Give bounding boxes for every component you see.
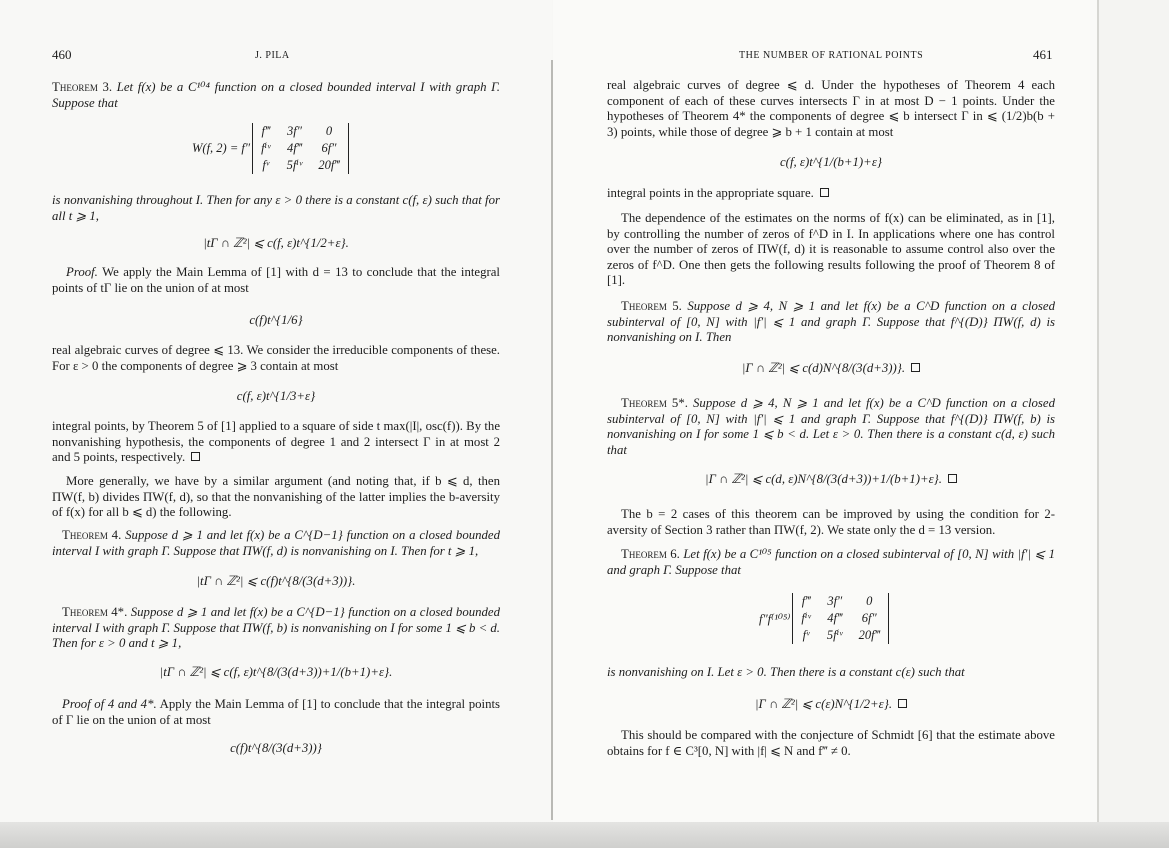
- det6-matrix: f‴ 3f″ 0 fⁱᵛ 4f‴ 6f″ fᵛ 5fⁱᵛ 20f‴: [792, 593, 888, 644]
- det3-matrix: f‴ 3f″ 0 fⁱᵛ 4f‴ 6f″ fᵛ 5fⁱᵛ 20f‴: [252, 123, 348, 174]
- qed-symbol: [191, 452, 200, 461]
- det6-prefix: f″f⁽¹⁰⁵⁾: [759, 611, 791, 626]
- p2-text: integral points in the appropriate square.: [607, 186, 814, 200]
- qed-symbol: [948, 474, 957, 483]
- theorem-3-label: Theorem 3.: [52, 80, 113, 94]
- proof-2-text: Apply the Main Lemma of [1] to conclude that the integral points of Γ lie on the union of at most: [52, 697, 501, 727]
- theorem-3-statement: Let f(x) be a C¹⁰⁴ function on a closed bounded interval I with graph Γ. Suppose that: [52, 80, 500, 110]
- det3-prefix: W(f, 2) = f″: [192, 141, 251, 155]
- paragraph-b2-cases: The b = 2 cases of this theorem can be improved by using the condition for 2-aversity of Section 3 rather than ΠW(f, 2). We state only the d = 13 version.: [607, 507, 1055, 537]
- left-page: [0, 0, 552, 822]
- paragraph-curves: real algebraic curves of degree ⩽ d. Under the hypotheses of Theorem 4 each component of each of these curves intersects Γ in at most D − 1 points. Under the hypotheses of Theorem 4* the components of degree ⩽ b intersect Γ in ⩽ (1/2)b(b + 3) points, while those of degree ⩾ b + 1 contain at most: [607, 78, 1055, 139]
- equation-4: |tΓ ∩ ℤ²| ⩽ c(f)t^{8/(3(d+3))}.: [196, 574, 356, 588]
- qed-symbol: [898, 699, 907, 708]
- qed-symbol: [820, 188, 829, 197]
- left-page-number: 460: [52, 47, 72, 62]
- wronskian-determinant: [192, 123, 349, 174]
- theorem-6-statement: Let f(x) be a C¹⁰⁵ function on a closed subinterval of [0, N] with |f′| ⩽ 1 and graph Γ. Suppose that: [607, 547, 1055, 577]
- theorem-4-star: [52, 605, 500, 652]
- scan-margin: [1099, 0, 1169, 848]
- equation-2: c(f)t^{1/6}: [249, 313, 303, 327]
- theorem-5: [607, 299, 1055, 346]
- right-equation-2: |Γ ∩ ℤ²| ⩽ c(d)N^{8/(3(d+3))}.: [607, 361, 1055, 376]
- paragraph-integral-points: [52, 419, 500, 466]
- proof-2-label: Proof of 4 and 4*.: [62, 697, 157, 711]
- qed-symbol: [911, 363, 920, 372]
- equation-1: |tΓ ∩ ℤ²| ⩽ c(f, ε)t^{1/2+ε}.: [203, 236, 349, 250]
- theorem-5-label: Theorem 5.: [621, 299, 682, 313]
- theorem-4-label: Theorem 4.: [62, 528, 122, 542]
- proof-paragraph: [52, 265, 500, 296]
- right-equation-1: c(f, ε)t^{1/(b+1)+ε}: [780, 155, 882, 169]
- equation-6: c(f)t^{8/(3(d+3))}: [230, 741, 322, 755]
- paragraph-schmidt: This should be compared with the conjecture of Schmidt [6] that the estimate above obtains for f ∈ C³[0, N] with |f| ⩽ N and f‴ ≠ 0.: [607, 728, 1055, 758]
- paragraph-appropriate-square: [607, 186, 1055, 202]
- paragraph-components: real algebraic curves of degree ⩽ 13. We consider the irreducible components of these. For ε > 0 the components of degree ⩾ 3 contain at most: [52, 343, 500, 373]
- theorem-6-label: Theorem 6.: [621, 547, 680, 561]
- paragraph-more-generally: More generally, we have by a similar argument (and noting that, if b ⩽ d, then ΠW(f, b) divides ΠW(f, d), so that the nonvanishing of the latter implies the b-aversity of f(x) for all b ⩽ d) the following.: [52, 474, 500, 519]
- theorem-6: [607, 547, 1055, 578]
- left-running-head: J. PILA: [255, 50, 290, 61]
- theorem-4-statement: Suppose d ⩾ 1 and let f(x) be a C^{D−1} function on a closed bounded interval I with graph Γ. Suppose that ΠW(f, d) is nonvanishing on I. Then for t ⩾ 1,: [52, 528, 500, 558]
- proof-text: We apply the Main Lemma of [1] with d = 13 to conclude that the integral points of tΓ lie on the union of at most: [52, 265, 500, 295]
- right-page: [553, 0, 1098, 822]
- theorem-4s-label: Theorem 4*.: [62, 605, 128, 619]
- right-running-head: THE NUMBER OF RATIONAL POINTS: [739, 50, 924, 61]
- theorem-3-continuation: is nonvanishing throughout I. Then for any ε > 0 there is a constant c(f, ε) such that for all t ⩾ 1,: [52, 193, 500, 223]
- theorem-5s-label: Theorem 5*.: [621, 396, 688, 410]
- equation-3: c(f, ε)t^{1/3+ε}: [236, 389, 316, 403]
- scan-bottom-strip: [0, 822, 1169, 848]
- theorem-5s-statement: Suppose d ⩾ 4, N ⩾ 1 and let f(x) be a C^D function on a closed subinterval of [0, N] with |f′| ⩽ 1 and graph Γ. Suppose that f^{(D)} ΠW(f, b) is nonvanishing on I for some 1 ⩽ b < d. Let ε > 0. Then there is a constant c(d, ε) such that: [607, 396, 1055, 457]
- theorem-6-determinant: [759, 593, 889, 644]
- right-equation-3: |Γ ∩ ℤ²| ⩽ c(d, ε)N^{8/(3(d+3))+1/(b+1)+ε}.: [607, 472, 1055, 487]
- paragraph-dependence: The dependence of the estimates on the norms of f(x) can be eliminated, as in [1], by controlling the number of zeros of f^D in I. In applications where one has control over the number of zeros of ΠW(f, d) it is reasonable to assume control also over the zeros of f^D. One then gets the following results following the proof of Theorem 8 of [1].: [607, 211, 1055, 287]
- p4-text: integral points, by Theorem 5 of [1] applied to a square of side t max(|I|, osc(f)). By the nonvanishing hypothesis, the components of degree 1 and 2 intersect Γ in at most 2 and 5 points, respectively.: [52, 419, 500, 464]
- theorem-5-statement: Suppose d ⩾ 4, N ⩾ 1 and let f(x) be a C^D function on a closed subinterval of [0, N] with |f′| ⩽ 1 and graph Γ. Suppose that f^{(D)} ΠW(f, d) is nonvanishing on I. Then: [607, 299, 1055, 344]
- proof-label: Proof.: [66, 265, 98, 279]
- theorem-3: [52, 80, 500, 111]
- theorem-5-star: [607, 396, 1055, 458]
- theorem-4: [52, 528, 500, 559]
- theorem-6-continuation: is nonvanishing on I. Let ε > 0. Then there is a constant c(ε) such that: [607, 665, 965, 679]
- right-equation-4: |Γ ∩ ℤ²| ⩽ c(ε)N^{1/2+ε}.: [607, 697, 1055, 712]
- right-page-number: 461: [1033, 47, 1053, 62]
- proof-4-paragraph: [52, 697, 500, 728]
- theorem-4s-statement: Suppose d ⩾ 1 and let f(x) be a C^{D−1} function on a closed bounded interval I with graph Γ. Suppose that ΠW(f, b) is nonvanishing on I for some 1 ⩽ b < d. Then for ε > 0 and t ⩾ 1,: [52, 605, 500, 650]
- equation-5: |tΓ ∩ ℤ²| ⩽ c(f, ε)t^{8/(3(d+3))+1/(b+1)+ε}.: [159, 665, 393, 679]
